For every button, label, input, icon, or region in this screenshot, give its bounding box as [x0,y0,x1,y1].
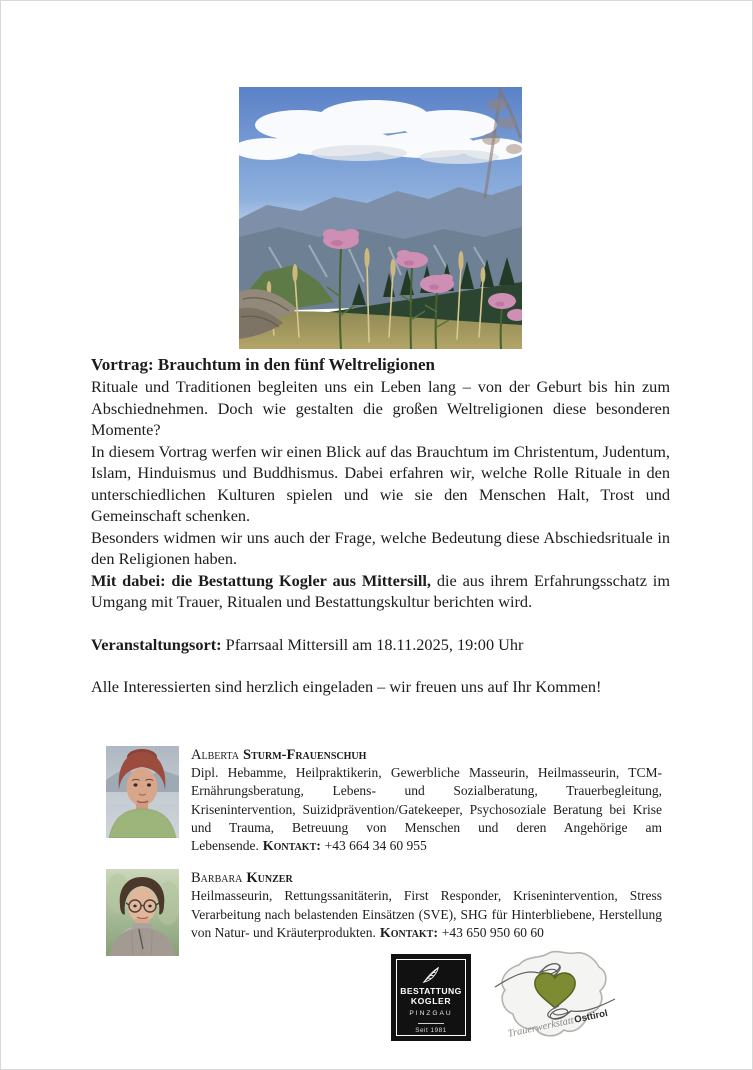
venue-label: Veranstaltungsort: [91,634,222,654]
flyer-body [91,354,670,698]
speaker-row-barbara [106,869,662,956]
trauerwerkstatt-script-text: Trauerwerkstatt [506,1015,575,1040]
speaker-name-barbara [191,869,662,887]
venue-text: Pfarrsaal Mittersill am 18.11.2025, 19:00 Uhr [221,634,524,654]
speaker-last-name: Kunzer [246,870,293,887]
speaker-bio-barbara: Heilmasseurin, Rettungssanitäterin, First Responder, Krisenintervention, Stress Verarbeitung nach belastenden Einsätzen (SVE), SHG für Hinterbliebene, Herstellung von Natur- und Kräuterprodukten. [191,888,662,940]
guest-rest: die aus ihrem Erfahrungsschatz im Umgang mit Trauer, Ritualen und Bestattungskultur berichten wird. [91,570,670,611]
osttirol-bold-text: Osttirol [573,1007,609,1026]
kogler-logo-inner [396,959,466,1036]
contact-phone-barbara: +43 650 950 60 60 [441,924,544,940]
contact-label-alberta: Kontakt: [262,839,321,855]
page-title: Vortrag: Brauchtum in den fünf Weltreligionen [91,355,435,374]
contact-label-barbara: Kontakt: [379,925,438,941]
paragraph-overview-text: In diesem Vortrag werfen wir einen Blick auf das Brauchtum im Christentum, Judentum, Islam, Hinduismus und Buddhismus. Dabei erfahren wir, welche Rolle Rituale in den unterschiedlichen Kulturen spielen und wie sie den Menschen Halt, Trost und Gemeinschaft schenken. [91,441,670,525]
paragraph-focus [91,527,670,570]
kogler-line1: BESTATTUNG [400,986,462,996]
speaker-row-alberta [106,746,662,856]
venue-line [91,634,670,656]
kogler-divider [418,1023,444,1024]
paragraph-guest [91,570,670,613]
speakers-section [106,746,662,969]
kogler-logo [391,954,471,1041]
speaker-info-barbara [191,869,662,956]
speaker-first-name: Alberta [191,747,239,763]
feather-icon [421,966,441,984]
invitation-line: Alle Interessierten sind herzlich eingeladen – wir freuen uns auf Ihr Kommen! [91,677,602,696]
guest-highlight: Mit dabei: die Bestattung Kogler aus Mittersill, [91,570,431,590]
paragraph-intro-text: Rituale und Traditionen begleiten uns ein Leben lang – von der Geburt bis hin zum Abschiednehmen. Doch wie gestalten die großen Weltreligionen diese besonderen Momente? [91,377,670,439]
portrait-alberta [106,746,179,838]
speaker-first-name: Barbara [191,870,243,887]
paragraph-intro [91,376,670,441]
paragraph-focus-text: Besonders widmen wir uns auch der Frage, welche Bedeutung diese Abschiedsrituale in den Religionen haben. [91,527,670,568]
speaker-info-alberta [191,746,662,856]
speaker-last-name: Sturm-Frauenschuh [243,747,367,763]
speaker-photo-barbara [106,869,179,956]
contact-phone-alberta: +43 664 34 60 955 [324,838,427,854]
kogler-line3: PINZGAU [409,1010,453,1017]
trauerwerkstatt-logo [487,947,623,1049]
mountain-meadow-illustration [239,87,522,349]
speaker-name-alberta [191,746,662,764]
hero-photo [239,87,522,349]
kogler-line2: KOGLER [410,996,452,1006]
speaker-bio-alberta: Dipl. Hebamme, Heilpraktikerin, Gewerbliche Masseurin, Heilmasseurin, TCM-Ernährungsberatung, Lebens- und Sozialberatung, Trauerbegleitung, Krisenintervention, Suizidprävention/Gatekeeper, Psychosoziale Beratung bei Krise und Trauma, Betreuung von Menschen und deren Angehörige am Lebensende. [191,765,662,854]
speaker-photo-alberta [106,746,179,856]
heart-in-hands-icon [487,947,623,1049]
portrait-barbara [106,869,179,956]
paragraph-overview [91,441,670,527]
kogler-line4: Seit 1981 [415,1027,447,1034]
